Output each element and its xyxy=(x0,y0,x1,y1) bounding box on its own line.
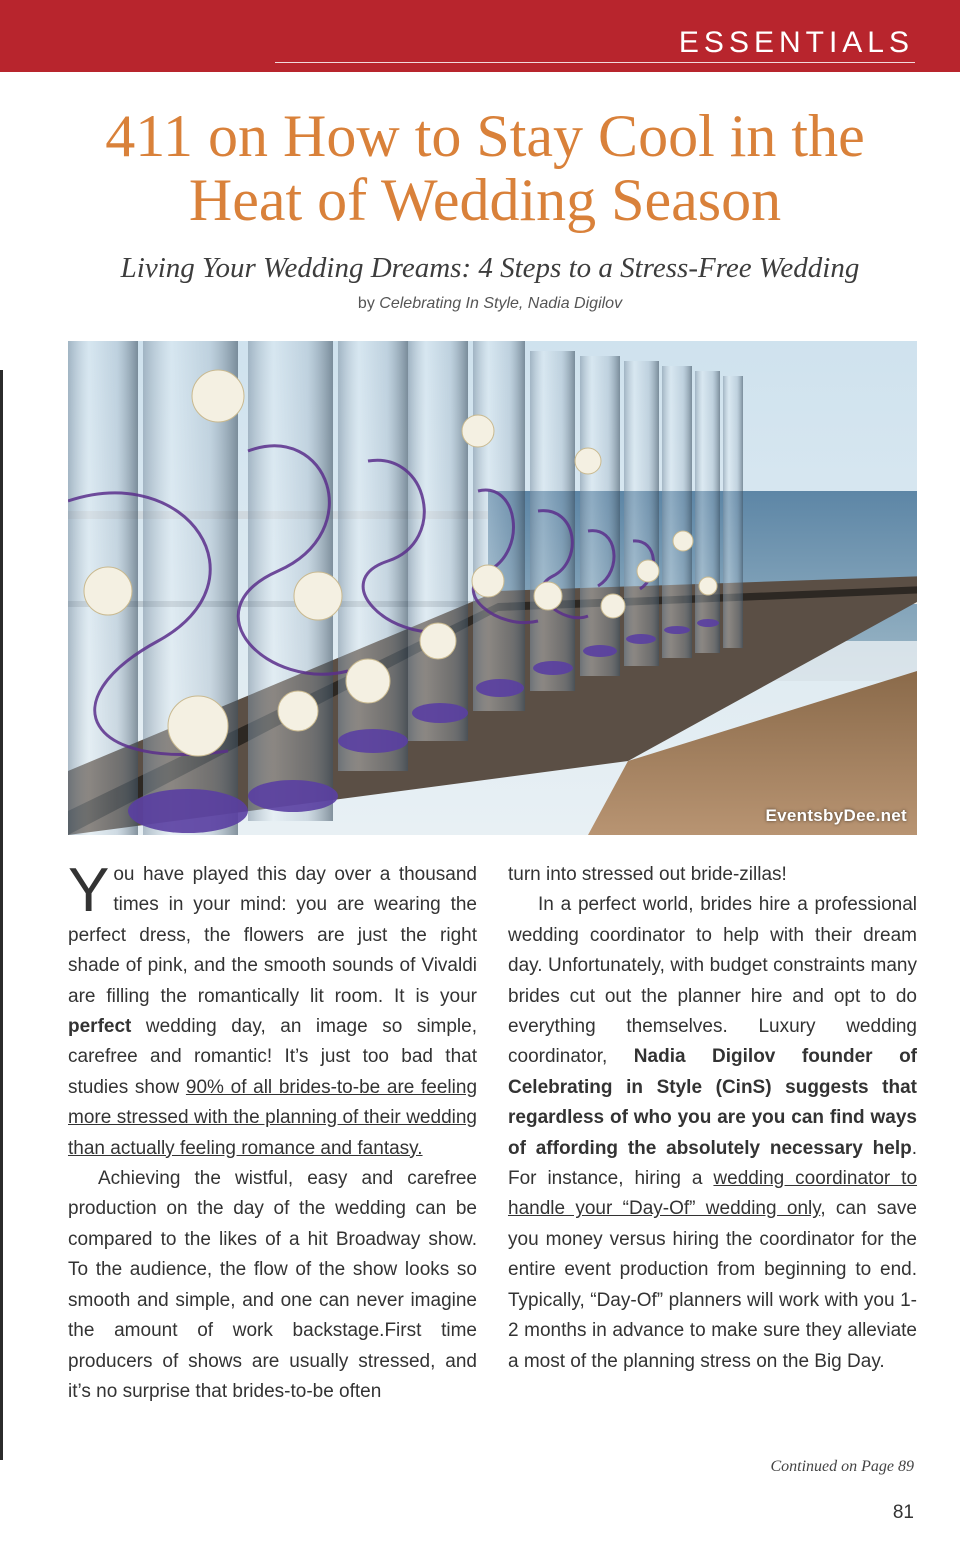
article-title-line1: 411 on How to Stay Cool in the xyxy=(105,103,865,169)
intro-underlined-stat: 90% of all brides-to-be are feeling more stressed with the planning of their wedding than actually feeling romance and fantasy. xyxy=(68,1076,478,1159)
continued-note: Continued on Page 89 xyxy=(770,1458,914,1475)
coordinator-bold: Nadia Digilov founder of Celebrating in Style (CinS) suggests that regardless of who you are you can find ways of affording the absolutely necessary help xyxy=(508,1046,917,1159)
article-subtitle: Living Your Wedding Dreams: 4 Steps to a Stress-Free Wedding xyxy=(120,252,860,284)
drop-cap: Y xyxy=(68,856,110,925)
intro-bold: perfect xyxy=(68,1016,132,1038)
coordinator-text-b: . For instance, hiring a xyxy=(508,1137,917,1190)
intro-text-b: wedding day, an image so simple, carefree and romantic! It’s just too bad that studies show xyxy=(68,1016,478,1098)
paragraph-intro xyxy=(68,856,478,1164)
paragraph-coordinator xyxy=(508,890,917,1377)
paragraph-broadway-continued: turn into stressed out bride-zillas! xyxy=(508,864,787,885)
body-column-right xyxy=(508,860,917,1377)
coordinator-text-c: , can save you money versus hiring the coordinator for the entire event production from beginning to end. Typically, “Day-Of” planners will work with you 1-2 months in advance to make sure they alleviate a most of the planning stress on the Big Day. xyxy=(508,1198,917,1372)
byline-credit: Celebrating In Style, Nadia Digilov xyxy=(379,295,623,312)
body-column-left xyxy=(68,856,478,1407)
section-header-bar xyxy=(0,0,960,72)
page-number: 81 xyxy=(892,1502,914,1523)
coordinator-underlined: wedding coordinator to handle your “Day-Of” wedding only xyxy=(508,1168,918,1220)
article-photo xyxy=(68,341,917,835)
intro-text-a: ou have played this day over a thousand times in your mind: you are wearing the perfect dress, the flowers are just the right shade of pink, and the smooth sounds of Vivaldi are filling the romantically lit room. It is your xyxy=(68,864,477,1007)
header-rule xyxy=(275,62,915,63)
vase-centerpieces-image xyxy=(68,341,917,835)
page-edge-shadow xyxy=(0,370,3,1460)
paragraph-broadway: Achieving the wistful, easy and carefree production on the day of the wedding can be compared to the likes of a hit Broadway show. To the audience, the flow of the show looks so smooth and simple, and one can never imagine the amount of work backstage.First time producers of shows are usually stressed, and it’s no surprise that brides-to-be often xyxy=(68,1168,477,1402)
coordinator-text-a: In a perfect world, brides hire a professional wedding coordinator to help with their dream day. Unfortunately, with budget constraints many brides cut out the planner hire and opt to do everything themselves. Luxury wedding coordinator, xyxy=(508,894,917,1068)
byline xyxy=(40,295,940,313)
article-title xyxy=(30,104,940,232)
article-title-line2: Heat of Wedding Season xyxy=(188,167,782,233)
section-label: ESSENTIALS xyxy=(678,26,914,59)
byline-prefix: by xyxy=(357,295,375,312)
photo-credit-watermark: EventsbyDee.net xyxy=(765,806,907,825)
